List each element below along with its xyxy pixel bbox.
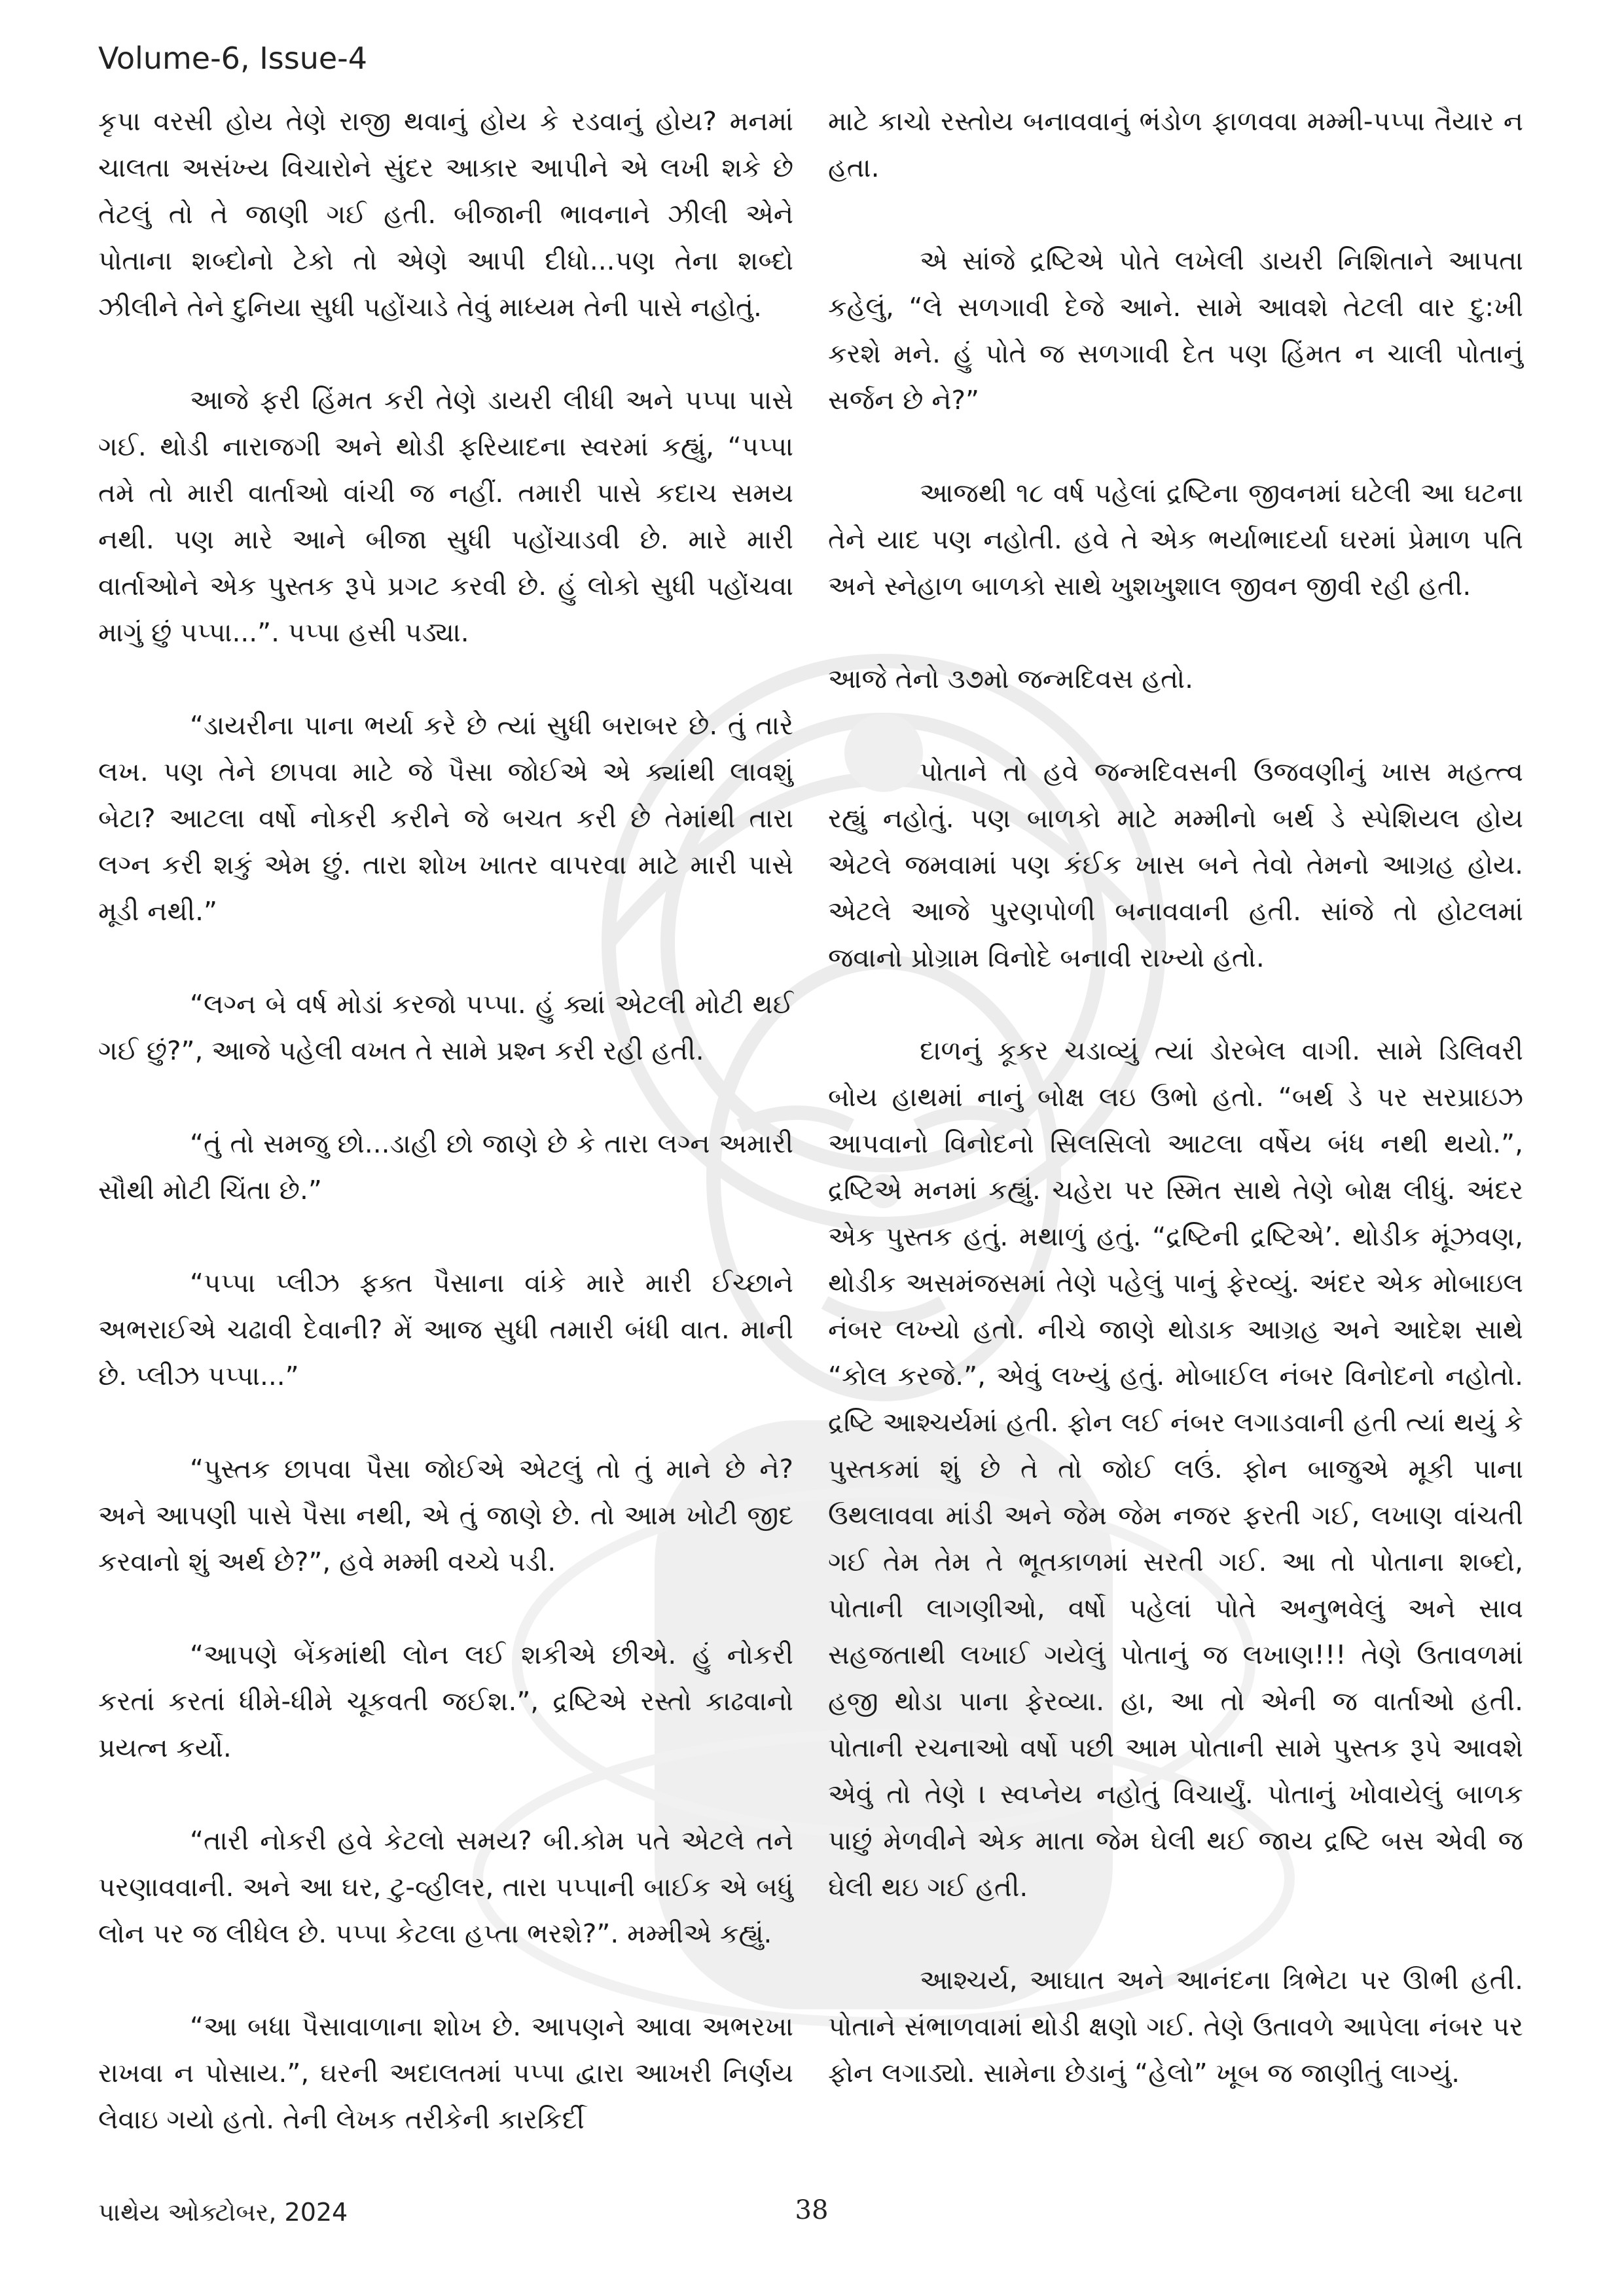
- paragraph: “આ બધા પૈસાવાળાના શોખ છે. આપણને આવા અભરખા રાખવા ન પોસાય.”, ઘરની અદાલતમાં પપ્પા દ્વારા આખરી નિર્ણય લેવાઇ ગયો હતો. તેની લેખક તરીકેની કારકિર્દી: [98, 2011, 793, 2135]
- paragraph: “આપણે બેંકમાંથી લોન લઈ શકીએ છીએ. હું નોકરી કરતાં કરતાં ધીમે-ધીમે ચૂકવતી જઈશ.”, દ્રષ્ટિએ રસ્તો કાઢવાનો પ્રયત્ન કર્યો.: [98, 1639, 793, 1763]
- paragraph: “પુસ્તક છાપવા પૈસા જોઈએ એટલું તો તું માને છે ને? અને આપણી પાસે પૈસા નથી, એ તું જાણે છે. તો આમ ખોટી જીદ કરવાનો શું અર્થ છે?”, હવે મમ્મી વચ્ચે પડી.: [98, 1453, 793, 1577]
- paragraph: દાળનું કૂકર ચડાવ્યું ત્યાં ડોરબેલ વાગી. સામે ડિલિવરી બોય હાથમાં નાનું બોક્ષ લઇ ઉભો હતો. “બર્થ ડે પર સરપ્રાઇઝ આપવાનો વિનોદનો સિલસિલો આટલા વર્ષેય બંધ નથી થયો.”, દ્રષ્ટિએ મનમાં કહ્યું. ચહેરા પર સ્મિત સાથે તેણે બોક્ષ લીધું. અંદર એક પુસ્તક હતું. મથાળું હતું. “દ્રષ્ટિની દ્રષ્ટિએ’. થોડીક મૂંઝવણ, થોડીક અસમંજસમાં તેણે પહેલું પાનું ફેરવ્યું. અંદર એક મોબાઇલ નંબર લખ્યો હતો. નીચે જાણે થોડાક આગ્રહ અને આદેશ સાથે “કોલ કરજે.”, એવું લખ્યું હતું. મોબાઈલ નંબર વિનોદનો નહોતો. દ્રષ્ટિ આશ્ચર્યમાં હતી. ફોન લઈ નંબર લગાડવાની હતી ત્યાં થયું કે પુસ્તકમાં શું છે તે તો જોઈ લઉં. ફોન બાજુએ મૂકી પાના ઉથલાવવા માંડી અને જેમ જેમ નજર ફરતી ગઈ, લખાણ વાંચતી ગઈ તેમ તેમ તે ભૂતકાળમાં સરતી ગઈ. આ તો પોતાના શબ્દો, પોતાની લાગણીઓ, વર્ષો પહેલાં પોતે અનુભવેલું અને સાવ સહજતાથી લખાઈ ગયેલું પોતાનું જ લખાણ!!! તેણે ઉતાવળમાં હજી થોડા પાના ફેરવ્યા. હા, આ તો એની જ વાર્તાઓ હતી. પોતાની રચનાઓ વર્ષો પછી આમ પોતાની સામે પુસ્તક રૂપે આવશે એવું તો તેણે । સ્વપ્નેય નહોતું વિચાર્યું. પોતાનું ખોવાયેલું બાળક પાછું મેળવીને એક માતા જેમ ઘેલી થઈ જાય દ્રષ્ટિ બસ એવી જ ઘેલી થઇ ગઈ હતી.: [828, 1035, 1523, 1903]
- paragraph: એ સાંજે દ્રષ્ટિએ પોતે લખેલી ડાયરી નિશિતાને આપતા કહેલું, “લે સળગાવી દેજે આને. સામે આવશે તેટલી વાર દુ:ખી કરશે મને. હું પોતે જ સળગાવી દેત પણ હિંમત ન ચાલી પોતાનું સર્જન છે ને?”: [828, 245, 1523, 416]
- paragraph: આજે તેનો ૩૭મો જન્મદિવસ હતો.: [828, 663, 1193, 694]
- paragraph: આશ્ચર્ય, આઘાત અને આનંદના ત્રિભેટા પર ઊભી હતી. પોતાને સંભાળવામાં થોડી ક્ષણો ગઈ. તેણે ઉતાવળે આપેલા નંબર પર ફોન લગાડ્યો. સામેના છેડાનું “હેલો” ખૂબ જ જાણીતું લાગ્યું.: [828, 1964, 1523, 2089]
- paragraph: “ડાયરીના પાના ભર્યા કરે છે ત્યાં સુધી બરાબર છે. તું તારે લખ. પણ તેને છાપવા માટે જે પૈસા જોઈએ એ ક્યાંથી લાવશું બેટા? આટલા વર્ષો નોકરી કરીને જે બચત કરી છે તેમાંથી તારા લગ્ન કરી શકું એમ છું. તારા શોખ ખાતર વાપરવા માટે મારી પાસે મૂડી નથી.”: [98, 709, 793, 927]
- volume-issue-label: Volume-6, Issue-4: [98, 41, 368, 76]
- paragraph: “પપ્પા પ્લીઝ ફક્ત પૈસાના વાંકે મારે મારી ઈચ્છાને અભરાઈએ ચઢાવી દેવાની? મેં આજ સુધી તમારી બંધી વાત. માની છે. પ્લીઝ પપ્પા...”: [98, 1267, 793, 1391]
- magazine-footer: પાથેય ઓક્ટોબર, 2024: [98, 2198, 348, 2227]
- paragraph: “તારી નોકરી હવે કેટલો સમય? બી.કોમ પતે એટલે તને પરણાવવાની. અને આ ઘર, ટુ-વ્હીલર, તારા પપ્પાની બાઈક એ બધું લોન પર જ લીધેલ છે. પપ્પા કેટલા હપ્તા ભરશે?”. મમ્મીએ કહ્યું.: [98, 1825, 793, 1949]
- paragraph: “લગ્ન બે વર્ષ મોડાં કરજો પપ્પા. હું ક્યાં એટલી મોટી થઈ ગઈ છું?”, આજે પહેલી વખત તે સામે પ્રશ્ન કરી રહી હતી.: [98, 988, 793, 1066]
- page-number: 38: [795, 2195, 829, 2225]
- right-column: [828, 98, 1523, 2096]
- paragraph: માટે કાચો રસ્તોય બનાવવાનું ભંડોળ ફાળવવા મમ્મી-પપ્પા તૈયાર ન હતા.: [828, 105, 1523, 183]
- paragraph: કૃપા વરસી હોય તેણે રાજી થવાનું હોય કે રડવાનું હોય? મનમાં ચાલતા અસંખ્ય વિચારોને સુંદર આકાર આપીને એ લખી શકે છે તેટલું તો તે જાણી ગઈ હતી. બીજાની ભાવનાને ઝીલી એને પોતાના શબ્દોનો ટેકો તો એણે આપી દીધો...પણ તેના શબ્દો ઝીલીને તેને દુનિયા સુધી પહોંચાડે તેવું માધ્યમ તેની પાસે નહોતું.: [98, 105, 793, 323]
- left-column: [98, 98, 793, 2143]
- paragraph: પોતાને તો હવે જન્મદિવસની ઉજવણીનું ખાસ મહત્ત્વ રહ્યું નહોતું. પણ બાળકો માટે મમ્મીનો બર્થ ડે સ્પેશિયલ હોય એટલે જમવામાં પણ કંઈક ખાસ બને તેવો તેમનો આગ્રહ હોય. એટલે આજે પુરણપોળી બનાવવાની હતી. સાંજે તો હોટલમાં જવાનો પ્રોગ્રામ વિનોદે બનાવી રાખ્યો હતો.: [828, 756, 1523, 973]
- paragraph: આજથી ૧૮ વર્ષ પહેલાં દ્રષ્ટિના જીવનમાં ઘટેલી આ ઘટના તેને યાદ પણ નહોતી. હવે તે એક ભર્યાભાદર્યા ઘરમાં પ્રેમાળ પતિ અને સ્નેહાળ બાળકો સાથે ખુશખુશાલ જીવન જીવી રહી હતી.: [828, 477, 1523, 601]
- paragraph: “તું તો સમજુ છો...ડાહી છો જાણે છે કે તારા લગ્ન અમારી સૌથી મોટી ચિંતા છે.”: [98, 1128, 793, 1206]
- paragraph: આજે ફરી હિંમત કરી તેણે ડાયરી લીધી અને પપ્પા પાસે ગઈ. થોડી નારાજગી અને થોડી ફરિયાદના સ્વરમાં કહ્યું, “પપ્પા તમે તો મારી વાર્તાઓ વાંચી જ નહીં. તમારી પાસે કદાચ સમય નથી. પણ મારે આને બીજા સુધી પહોંચાડવી છે. મારે મારી વાર્તાઓને એક પુસ્તક રૂપે પ્રગટ કરવી છે. હું લોકો સુધી પહોંચવા માગું છું પપ્પા...”. પપ્પા હસી પડ્યા.: [98, 384, 793, 648]
